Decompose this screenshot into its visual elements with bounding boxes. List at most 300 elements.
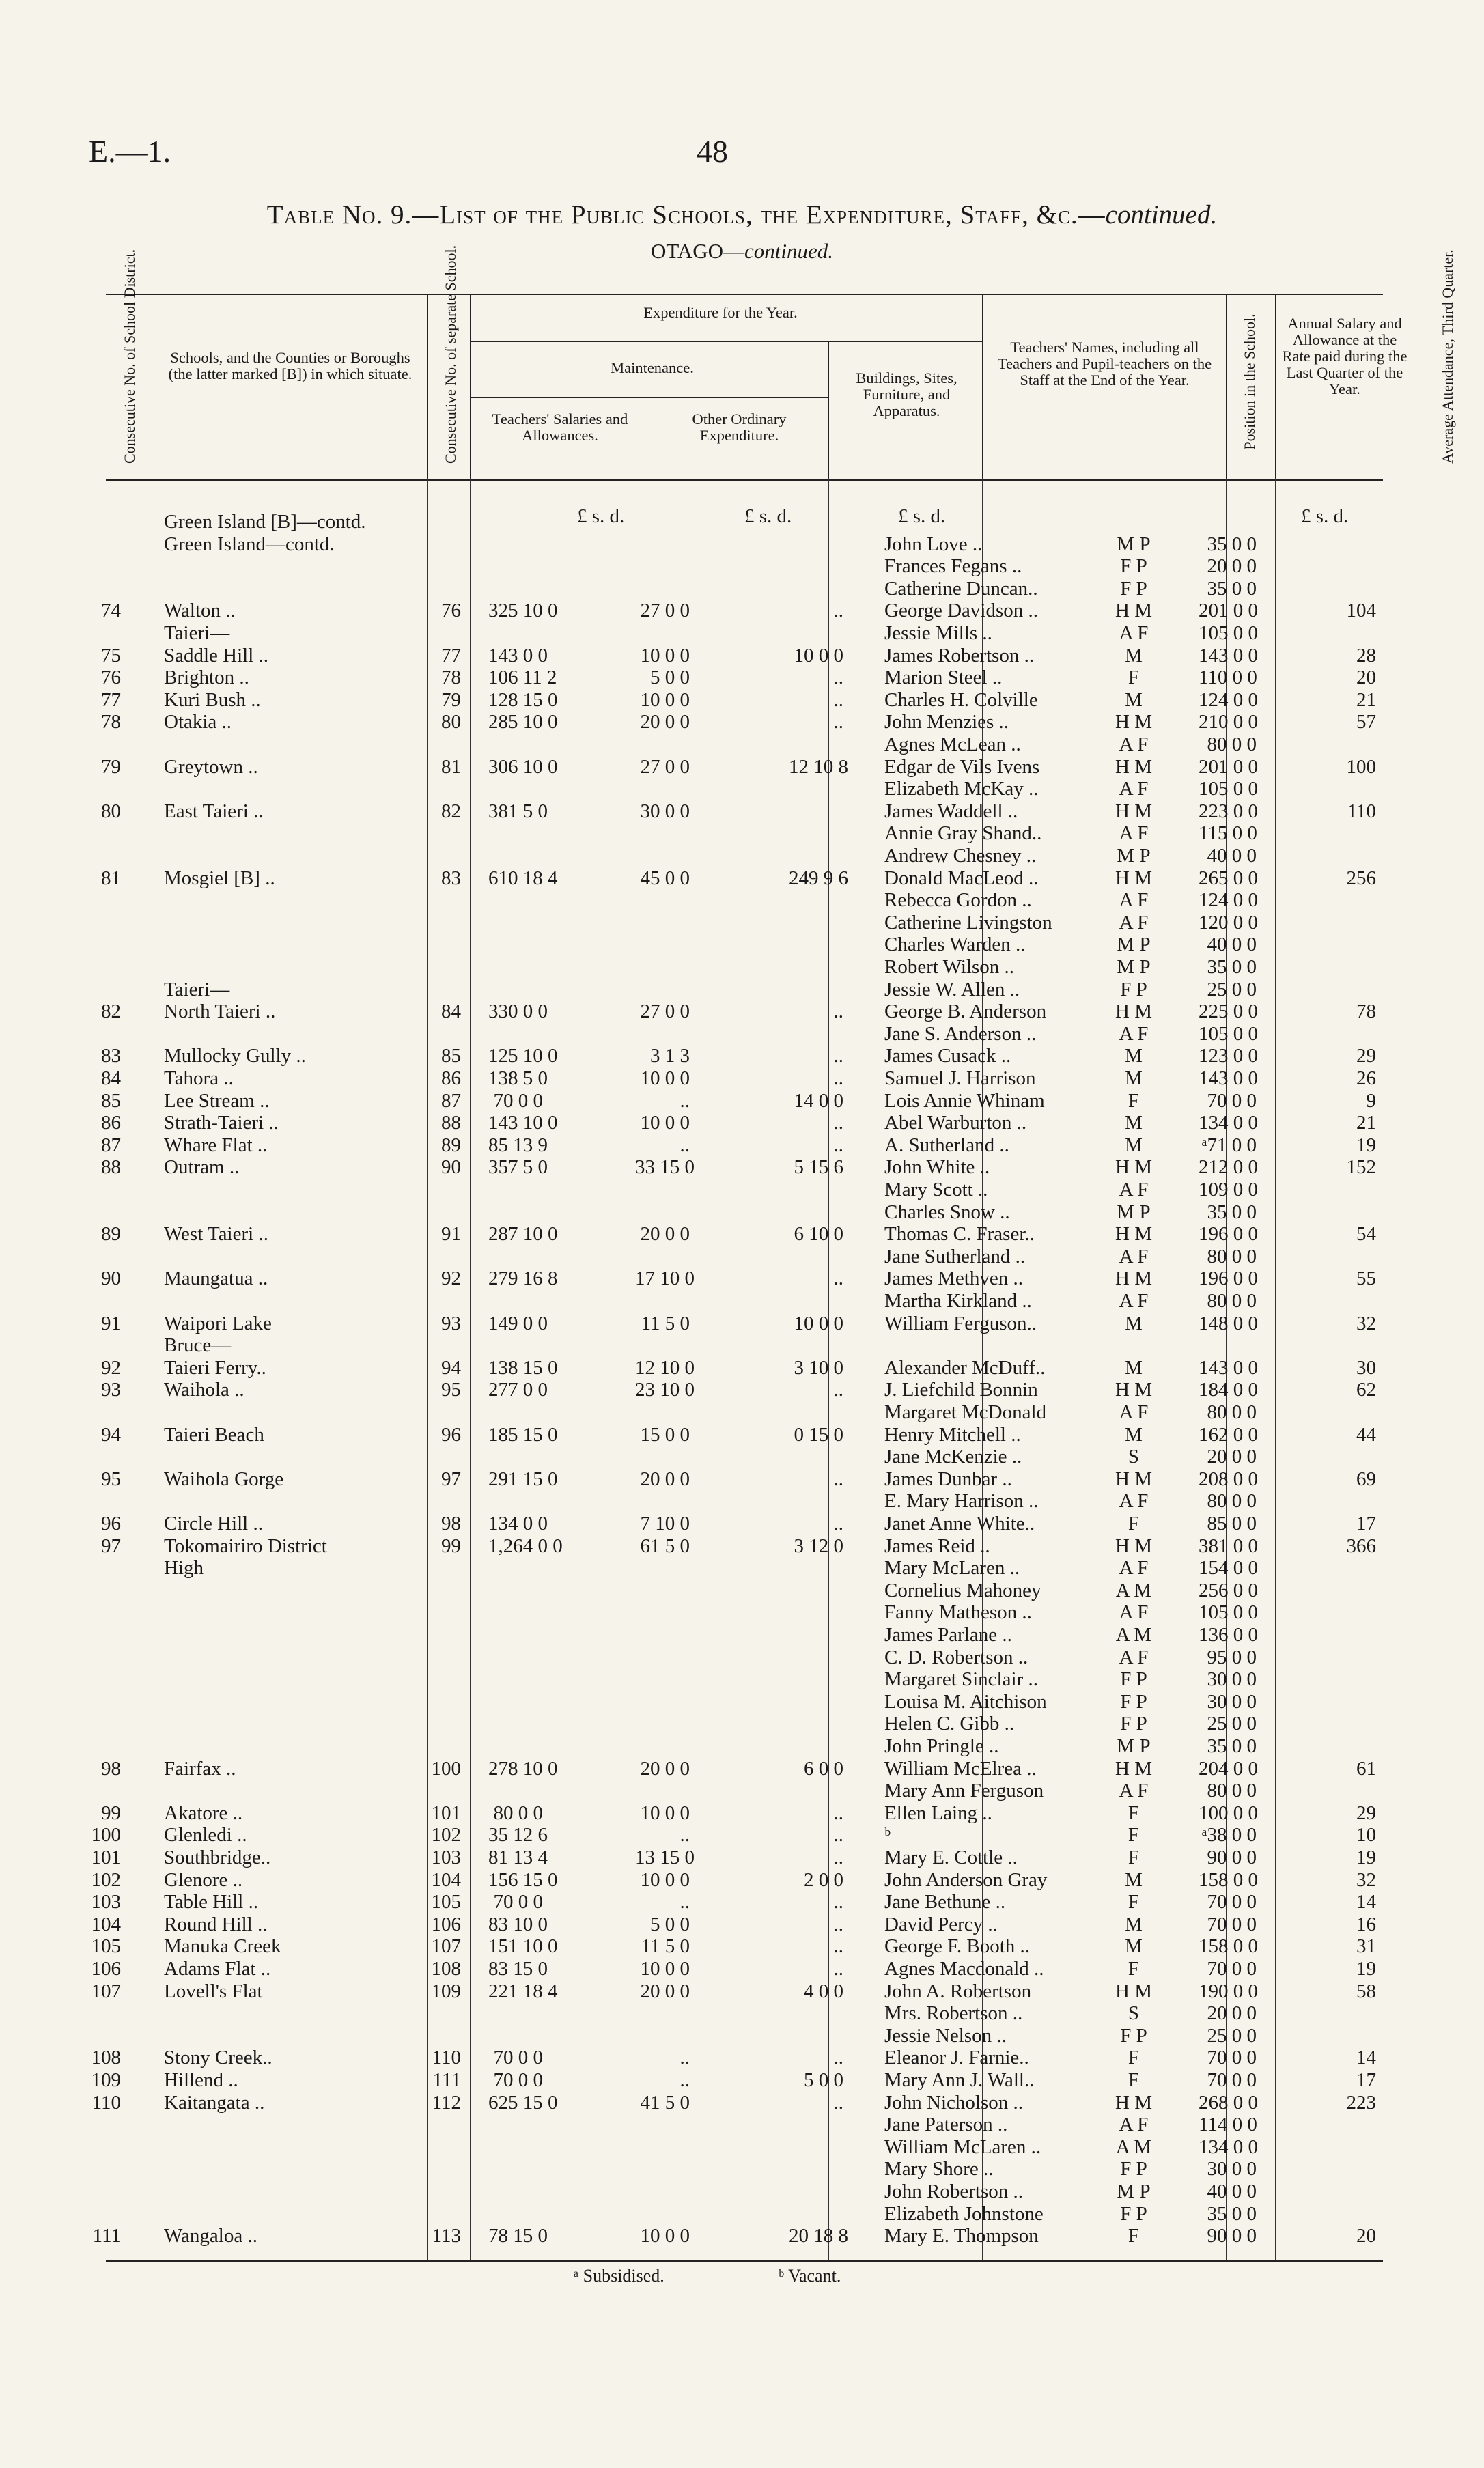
cell-att: 32 xyxy=(1356,1868,1376,1891)
cell-pos: A F xyxy=(1119,733,1149,755)
cell-ann: 20 0 0 xyxy=(1207,2002,1257,2025)
cell-pos: M xyxy=(1125,1134,1143,1156)
cell-oth: 17 10 0 xyxy=(635,1267,695,1290)
cell-bld: 10 0 0 xyxy=(794,644,843,667)
table-row xyxy=(106,822,1383,845)
cell-ann: 20 0 0 xyxy=(1207,555,1257,578)
cell-teacher: John A. Robertson xyxy=(884,1980,1032,2002)
cell-sep: 99 xyxy=(441,1534,461,1557)
cell-name: West Taieri .. xyxy=(164,1223,268,1246)
cell-pos: F P xyxy=(1120,978,1147,1000)
cell-ann: 208 0 0 xyxy=(1199,1468,1258,1490)
table-row xyxy=(91,1847,1383,1869)
cell-bld: .. xyxy=(833,1000,843,1023)
cell-pos: A M xyxy=(1115,1579,1152,1601)
cell-pos: A F xyxy=(1119,1557,1149,1580)
cell-sep: 92 xyxy=(441,1267,461,1290)
cell-ann: 184 0 0 xyxy=(1199,1379,1258,1401)
cell-teacher: E. Mary Harrison .. xyxy=(884,1490,1039,1513)
cell-att: 44 xyxy=(1356,1423,1376,1446)
cell-bld: .. xyxy=(833,1067,843,1089)
cell-sep: 88 xyxy=(441,1112,461,1134)
cell-no: 99 xyxy=(101,1801,121,1824)
table-row xyxy=(106,2114,1383,2136)
table-row xyxy=(101,1468,1383,1491)
cell-sal: 278 10 0 xyxy=(488,1757,558,1780)
table-row xyxy=(91,2047,1383,2069)
col-expenditure-header: Expenditure for the Year. xyxy=(643,304,798,321)
cell-sal: 185 15 0 xyxy=(488,1423,558,1446)
cell-teacher: John Anderson Gray xyxy=(884,1868,1048,1891)
cell-ann: 70 0 0 xyxy=(1207,1089,1257,1112)
cell-ann: 201 0 0 xyxy=(1199,600,1258,622)
cell-att: 78 xyxy=(1356,1000,1376,1023)
cell-no: 83 xyxy=(101,1045,121,1067)
cell-bld: 5 0 0 xyxy=(804,2069,843,2091)
cell-bld: 20 18 8 xyxy=(789,2225,848,2247)
cell-teacher: Jane Bethune .. xyxy=(884,1891,1006,1913)
cell-ann: ᵃ71 0 0 xyxy=(1201,1134,1257,1156)
cell-name: Green Island [B]—contd. xyxy=(164,511,366,533)
cell-ann: 25 0 0 xyxy=(1207,1713,1257,1735)
cell-name: East Taieri .. xyxy=(164,800,264,822)
cell-pos: M xyxy=(1125,688,1143,711)
cell-ann: 90 0 0 xyxy=(1207,2225,1257,2247)
cell-ann: 35 0 0 xyxy=(1207,2202,1257,2225)
table-row xyxy=(101,1423,1383,1446)
cell-sep: 106 xyxy=(431,1913,461,1935)
cell-pos: M xyxy=(1125,644,1143,667)
cell-name: Kaitangata .. xyxy=(164,2091,265,2114)
cell-att: 17 xyxy=(1356,1513,1376,1534)
cell-ann: 80 0 0 xyxy=(1207,1780,1257,1802)
cell-oth: .. xyxy=(680,2069,690,2091)
table-row xyxy=(106,778,1383,800)
cell-teacher: Jane McKenzie .. xyxy=(884,1446,1022,1468)
cell-name: Waihola .. xyxy=(164,1379,244,1401)
cell-att: 28 xyxy=(1356,644,1376,667)
cell-att: 104 xyxy=(1346,600,1376,622)
cell-pos: F xyxy=(1128,1958,1140,1980)
cell-teacher: Elizabeth McKay .. xyxy=(884,778,1039,800)
cell-ann: 225 0 0 xyxy=(1199,1000,1258,1023)
col-consec-header: Consecutive No. of School District. xyxy=(121,249,138,464)
cell-no: 86 xyxy=(101,1112,121,1134)
cell-teacher: Robert Wilson .. xyxy=(884,956,1015,978)
cell-teacher: Janet Anne White.. xyxy=(884,1513,1035,1534)
cell-no: 105 xyxy=(91,1935,121,1958)
cell-sal: 81 13 4 xyxy=(488,1847,548,1868)
cell-bld: .. xyxy=(833,600,843,622)
cell-ann: 158 0 0 xyxy=(1199,1935,1258,1958)
table-row xyxy=(106,1601,1383,1624)
cell-oth: .. xyxy=(680,1134,690,1156)
cell-teacher: James Parlane .. xyxy=(884,1624,1012,1646)
page-number: 48 xyxy=(697,134,728,169)
table-row xyxy=(101,1379,1383,1401)
cell-bld: .. xyxy=(833,1267,843,1290)
cell-no: 75 xyxy=(101,644,121,667)
cell-pos: F P xyxy=(1120,2158,1147,2180)
cell-teacher: Margaret McDonald xyxy=(884,1401,1047,1423)
cell-sep: 87 xyxy=(441,1089,461,1112)
col-sep-header: Consecutive No. of separate School. xyxy=(442,244,459,464)
cell-pos: M P xyxy=(1117,956,1151,978)
table-row xyxy=(106,1334,1383,1357)
table-row xyxy=(106,912,1383,934)
cell-teacher: Mrs. Robertson .. xyxy=(884,2002,1023,2025)
cell-sal: 70 0 0 xyxy=(493,1089,543,1112)
cell-oth: 20 0 0 xyxy=(640,1757,690,1780)
cell-no: 74 xyxy=(101,600,121,622)
table-row xyxy=(106,511,1383,533)
cell-ann: 70 0 0 xyxy=(1207,2069,1257,2091)
cell-att: 10 xyxy=(1356,1824,1376,1847)
cell-ann: 268 0 0 xyxy=(1199,2091,1258,2114)
cell-no: 102 xyxy=(91,1868,121,1891)
cell-sep: 113 xyxy=(432,2225,461,2247)
cell-ann: 256 0 0 xyxy=(1199,1579,1258,1601)
cell-name: Circle Hill .. xyxy=(164,1513,263,1534)
cell-pos: M xyxy=(1125,1312,1143,1334)
cell-sal: 330 0 0 xyxy=(488,1000,548,1023)
table-row xyxy=(91,1913,1383,1936)
cell-sal: 325 10 0 xyxy=(488,600,558,622)
cell-sep: 76 xyxy=(441,600,461,622)
cell-ann: 123 0 0 xyxy=(1199,1045,1258,1067)
cell-ann: 223 0 0 xyxy=(1199,800,1258,822)
cell-no: 94 xyxy=(101,1423,121,1446)
cell-ann: 35 0 0 xyxy=(1207,1735,1257,1757)
cell-sal: 134 0 0 xyxy=(488,1513,548,1534)
cell-pos: H M xyxy=(1115,600,1152,622)
cell-teacher: Fanny Matheson .. xyxy=(884,1601,1032,1624)
table-row xyxy=(101,667,1383,689)
cell-pos: M xyxy=(1125,1112,1143,1134)
cell-oth: 10 0 0 xyxy=(640,644,690,667)
cell-sep: 86 xyxy=(441,1067,461,1089)
cell-teacher: Eleanor J. Farnie.. xyxy=(884,2047,1029,2069)
cell-name: Tahora .. xyxy=(164,1067,234,1089)
cell-teacher: Jane Sutherland .. xyxy=(884,1245,1026,1267)
cell-ann: 201 0 0 xyxy=(1199,755,1258,778)
cell-teacher: Mary Ann J. Wall.. xyxy=(884,2069,1035,2091)
cell-pos: A F xyxy=(1119,2114,1149,2136)
table-row xyxy=(101,711,1383,733)
cell-no: 98 xyxy=(101,1757,121,1780)
cell-ann: 70 0 0 xyxy=(1207,2047,1257,2069)
cell-ann: 134 0 0 xyxy=(1199,1112,1258,1134)
cell-bld: 4 0 0 xyxy=(804,1980,843,2002)
cell-ann: 35 0 0 xyxy=(1207,533,1257,555)
cell-pos: M P xyxy=(1117,934,1151,956)
cell-teacher: Helen C. Gibb .. xyxy=(884,1713,1015,1735)
cell-pos: F P xyxy=(1120,2024,1147,2047)
cell-pos: H M xyxy=(1115,1156,1152,1179)
table-row xyxy=(106,845,1383,867)
cell-pos: A F xyxy=(1119,1179,1149,1201)
cell-sal: 1,264 0 0 xyxy=(488,1534,563,1557)
cell-sal: 143 10 0 xyxy=(488,1112,558,1134)
cell-no: 90 xyxy=(101,1267,121,1290)
cell-sal: 78 15 0 xyxy=(488,2225,548,2247)
cell-no: 95 xyxy=(101,1468,121,1490)
cell-ann: 154 0 0 xyxy=(1199,1557,1258,1580)
cell-teacher: Annie Gray Shand.. xyxy=(884,822,1042,845)
cell-pos: H M xyxy=(1115,1379,1152,1401)
cell-teacher: Mary E. Thompson xyxy=(884,2225,1039,2247)
cell-teacher: Mary Shore .. xyxy=(884,2158,994,2180)
cell-pos: M xyxy=(1125,1423,1143,1446)
cell-oth: 61 5 0 xyxy=(640,1534,690,1557)
cell-ann: 134 0 0 xyxy=(1199,2135,1258,2158)
table-row xyxy=(101,867,1383,890)
cell-sal: 85 13 9 xyxy=(488,1134,548,1156)
cell-teacher: James Dunbar .. xyxy=(884,1468,1012,1490)
cell-oth: 20 0 0 xyxy=(640,1223,690,1246)
cell-teacher: Charles Warden .. xyxy=(884,934,1026,956)
cell-name: Lee Stream .. xyxy=(164,1089,270,1112)
cell-bld: 2 0 0 xyxy=(804,1868,843,1891)
table-row xyxy=(106,1580,1383,1602)
cell-teacher: John Menzies .. xyxy=(884,711,1009,733)
cell-teacher: J. Liefchild Bonnin xyxy=(884,1379,1038,1401)
cell-att: 223 xyxy=(1346,2091,1376,2114)
cell-att: 14 xyxy=(1356,1891,1376,1913)
cell-pos: A F xyxy=(1119,1022,1149,1045)
cell-sal: 306 10 0 xyxy=(488,755,558,778)
cell-att: 30 xyxy=(1356,1356,1376,1379)
cell-pos: A F xyxy=(1119,822,1149,845)
table-row xyxy=(106,1201,1383,1224)
table-row xyxy=(101,1112,1383,1134)
cell-name: Mullocky Gully .. xyxy=(164,1045,306,1067)
cell-sal: 151 10 0 xyxy=(488,1935,558,1958)
cell-pos: M P xyxy=(1117,845,1151,867)
cell-teacher: Jane Paterson .. xyxy=(884,2114,1008,2136)
table-row xyxy=(106,733,1383,756)
cell-ann: 35 0 0 xyxy=(1207,1201,1257,1223)
table-row xyxy=(101,1267,1383,1290)
cell-ann: 95 0 0 xyxy=(1207,1646,1257,1668)
cell-bld: 6 10 0 xyxy=(794,1223,843,1246)
cell-pos: F P xyxy=(1120,1690,1147,1713)
cell-sep: 91 xyxy=(441,1223,461,1246)
cell-ann: 40 0 0 xyxy=(1207,934,1257,956)
cell-no: 87 xyxy=(101,1134,121,1156)
cell-oth: 30 0 0 xyxy=(640,800,690,822)
cell-sep: 81 xyxy=(441,755,461,778)
cell-ann: 381 0 0 xyxy=(1199,1534,1258,1557)
cell-oth: 11 5 0 xyxy=(641,1935,690,1958)
cell-sep: 109 xyxy=(431,1980,461,2002)
cell-pos: F P xyxy=(1120,1668,1147,1691)
lsd-label-buildings: £ s. d. xyxy=(898,505,946,527)
cell-teacher: James Cusack .. xyxy=(884,1045,1011,1067)
col-attendance-header: Average Attendance, Third Quarter. xyxy=(1439,249,1456,464)
cell-teacher: Jessie Mills .. xyxy=(884,622,992,644)
cell-oth: .. xyxy=(680,1891,690,1913)
cell-teacher: Martha Kirkland .. xyxy=(884,1290,1032,1312)
cell-sal: 357 5 0 xyxy=(488,1156,548,1179)
cell-no: 80 xyxy=(101,800,121,822)
cell-sal: 287 10 0 xyxy=(488,1223,558,1246)
cell-oth: 7 10 0 xyxy=(640,1513,690,1534)
cell-no: 103 xyxy=(91,1891,121,1913)
cell-bld: .. xyxy=(833,1824,843,1847)
table-row xyxy=(101,1067,1383,1090)
table-row xyxy=(106,1780,1383,1802)
cell-ann: 196 0 0 xyxy=(1199,1267,1258,1290)
cell-ann: 212 0 0 xyxy=(1199,1156,1258,1179)
table-row xyxy=(101,1801,1383,1825)
cell-teacher: James Methven .. xyxy=(884,1267,1023,1290)
cell-teacher: Mary McLaren .. xyxy=(884,1557,1020,1580)
cell-teacher: Donald MacLeod .. xyxy=(884,867,1039,889)
cell-ann: 148 0 0 xyxy=(1199,1312,1258,1334)
cell-sal: 381 5 0 xyxy=(488,800,548,822)
cell-pos: F xyxy=(1128,1513,1140,1534)
cell-oth: 3 1 3 xyxy=(650,1045,690,1067)
table-row xyxy=(106,2180,1383,2203)
cell-oth: 20 0 0 xyxy=(640,1468,690,1490)
cell-pos: A F xyxy=(1119,1290,1149,1312)
title-continued: continued. xyxy=(1105,200,1218,229)
cell-sal: 143 0 0 xyxy=(488,644,548,667)
cell-teacher: John Nicholson .. xyxy=(884,2091,1023,2114)
region-subtitle xyxy=(0,239,1484,264)
cell-name: Maungatua .. xyxy=(164,1267,268,1290)
cell-bld: .. xyxy=(833,2091,843,2114)
cell-name: Green Island—contd. xyxy=(164,533,335,555)
cell-name: Stony Creek.. xyxy=(164,2047,272,2069)
cell-pos: M xyxy=(1125,1067,1143,1089)
cell-pos: M xyxy=(1125,1913,1143,1935)
cell-ann: 80 0 0 xyxy=(1207,1245,1257,1267)
cell-no: 88 xyxy=(101,1156,121,1179)
cell-teacher: James Robertson .. xyxy=(884,644,1035,667)
cell-ann: 196 0 0 xyxy=(1199,1223,1258,1246)
cell-sep: 100 xyxy=(431,1757,461,1780)
cell-sal: 291 15 0 xyxy=(488,1468,558,1490)
cell-bld: .. xyxy=(833,1847,843,1868)
table-row xyxy=(101,1089,1383,1112)
cell-pos: H M xyxy=(1115,1000,1152,1023)
cell-att: 29 xyxy=(1356,1045,1376,1067)
cell-name: Waihola Gorge xyxy=(164,1468,284,1490)
cell-teacher: Alexander McDuff.. xyxy=(884,1356,1046,1379)
cell-no: 93 xyxy=(101,1379,121,1401)
cell-pos: A F xyxy=(1119,1490,1149,1513)
cell-ann: 265 0 0 xyxy=(1199,867,1258,889)
cell-sep: 105 xyxy=(431,1891,461,1913)
table-row xyxy=(106,555,1383,578)
cell-oth: 41 5 0 xyxy=(640,2091,690,2114)
table-row xyxy=(106,956,1383,979)
cell-pos: H M xyxy=(1115,1757,1152,1780)
cell-no: 96 xyxy=(101,1513,121,1534)
footnote-subsidised: ᵃ Subsidised. xyxy=(574,2266,664,2286)
cell-att: 16 xyxy=(1356,1913,1376,1935)
cell-teacher: Margaret Sinclair .. xyxy=(884,1668,1038,1691)
cell-ann: 70 0 0 xyxy=(1207,1913,1257,1935)
cell-bld: 249 9 6 xyxy=(789,867,848,889)
cell-pos: M P xyxy=(1117,1735,1151,1757)
cell-bld: .. xyxy=(833,1134,843,1156)
cell-teacher: Mary E. Cottle .. xyxy=(884,1847,1018,1868)
table-row xyxy=(101,688,1383,712)
cell-pos: F xyxy=(1128,1824,1140,1847)
cell-pos: F xyxy=(1128,1891,1140,1913)
cell-name: Kuri Bush .. xyxy=(164,688,261,711)
cell-name: Brighton .. xyxy=(164,667,249,689)
cell-name: Taieri— xyxy=(164,978,230,1000)
cell-name: Table Hill .. xyxy=(164,1891,259,1913)
cell-sep: 102 xyxy=(431,1824,461,1847)
cell-teacher: Rebecca Gordon .. xyxy=(884,889,1032,912)
cell-sep: 112 xyxy=(432,2091,461,2114)
cell-oth: 5 0 0 xyxy=(650,1913,690,1935)
cell-pos: F xyxy=(1128,1847,1140,1868)
cell-no: 89 xyxy=(101,1223,121,1246)
cell-att: 19 xyxy=(1356,1134,1376,1156)
table-row xyxy=(101,1134,1383,1157)
cell-bld: .. xyxy=(833,2047,843,2069)
cell-no: 106 xyxy=(91,1958,121,1980)
cell-att: 29 xyxy=(1356,1801,1376,1824)
cell-pos: H M xyxy=(1115,1534,1152,1557)
cell-att: 69 xyxy=(1356,1468,1376,1490)
cell-att: 21 xyxy=(1356,688,1376,711)
table-row xyxy=(101,1000,1383,1023)
cell-sal: 70 0 0 xyxy=(493,2069,543,2091)
cell-sep: 111 xyxy=(432,2069,461,2091)
table-row xyxy=(106,2002,1383,2025)
table-row xyxy=(91,1958,1383,1980)
cell-sep: 79 xyxy=(441,688,461,711)
cell-ann: 210 0 0 xyxy=(1199,711,1258,733)
cell-ann: 120 0 0 xyxy=(1199,911,1258,934)
cell-sal: 156 15 0 xyxy=(488,1868,558,1891)
region-name: OTAGO— xyxy=(650,239,744,263)
cell-name: Glenore .. xyxy=(164,1868,243,1891)
cell-teacher: David Percy .. xyxy=(884,1913,998,1935)
cell-no: 107 xyxy=(91,1980,121,2002)
table-row xyxy=(106,1668,1383,1691)
table-row xyxy=(106,889,1383,912)
cell-pos: H M xyxy=(1115,1980,1152,2002)
cell-name: Hillend .. xyxy=(164,2069,238,2091)
table-row xyxy=(106,979,1383,1001)
table-row xyxy=(91,1891,1383,1913)
cell-oth: 27 0 0 xyxy=(640,600,690,622)
cell-ann: 35 0 0 xyxy=(1207,577,1257,600)
cell-ann: 70 0 0 xyxy=(1207,1958,1257,1980)
cell-teacher: Louisa M. Aitchison xyxy=(884,1690,1047,1713)
cell-pos: A F xyxy=(1119,1601,1149,1624)
table-row xyxy=(101,1312,1383,1335)
cell-sal: 83 10 0 xyxy=(488,1913,548,1935)
cell-ann: 40 0 0 xyxy=(1207,2180,1257,2202)
cell-sep: 82 xyxy=(441,800,461,822)
cell-att: 256 xyxy=(1346,867,1376,889)
table-row xyxy=(106,1490,1383,1513)
cell-name: Mosgiel [B] .. xyxy=(164,867,275,889)
cell-pos: A F xyxy=(1119,1401,1149,1423)
table-row xyxy=(91,1868,1383,1892)
cell-name: Walton .. xyxy=(164,600,236,622)
cell-name: Manuka Creek xyxy=(164,1935,281,1958)
